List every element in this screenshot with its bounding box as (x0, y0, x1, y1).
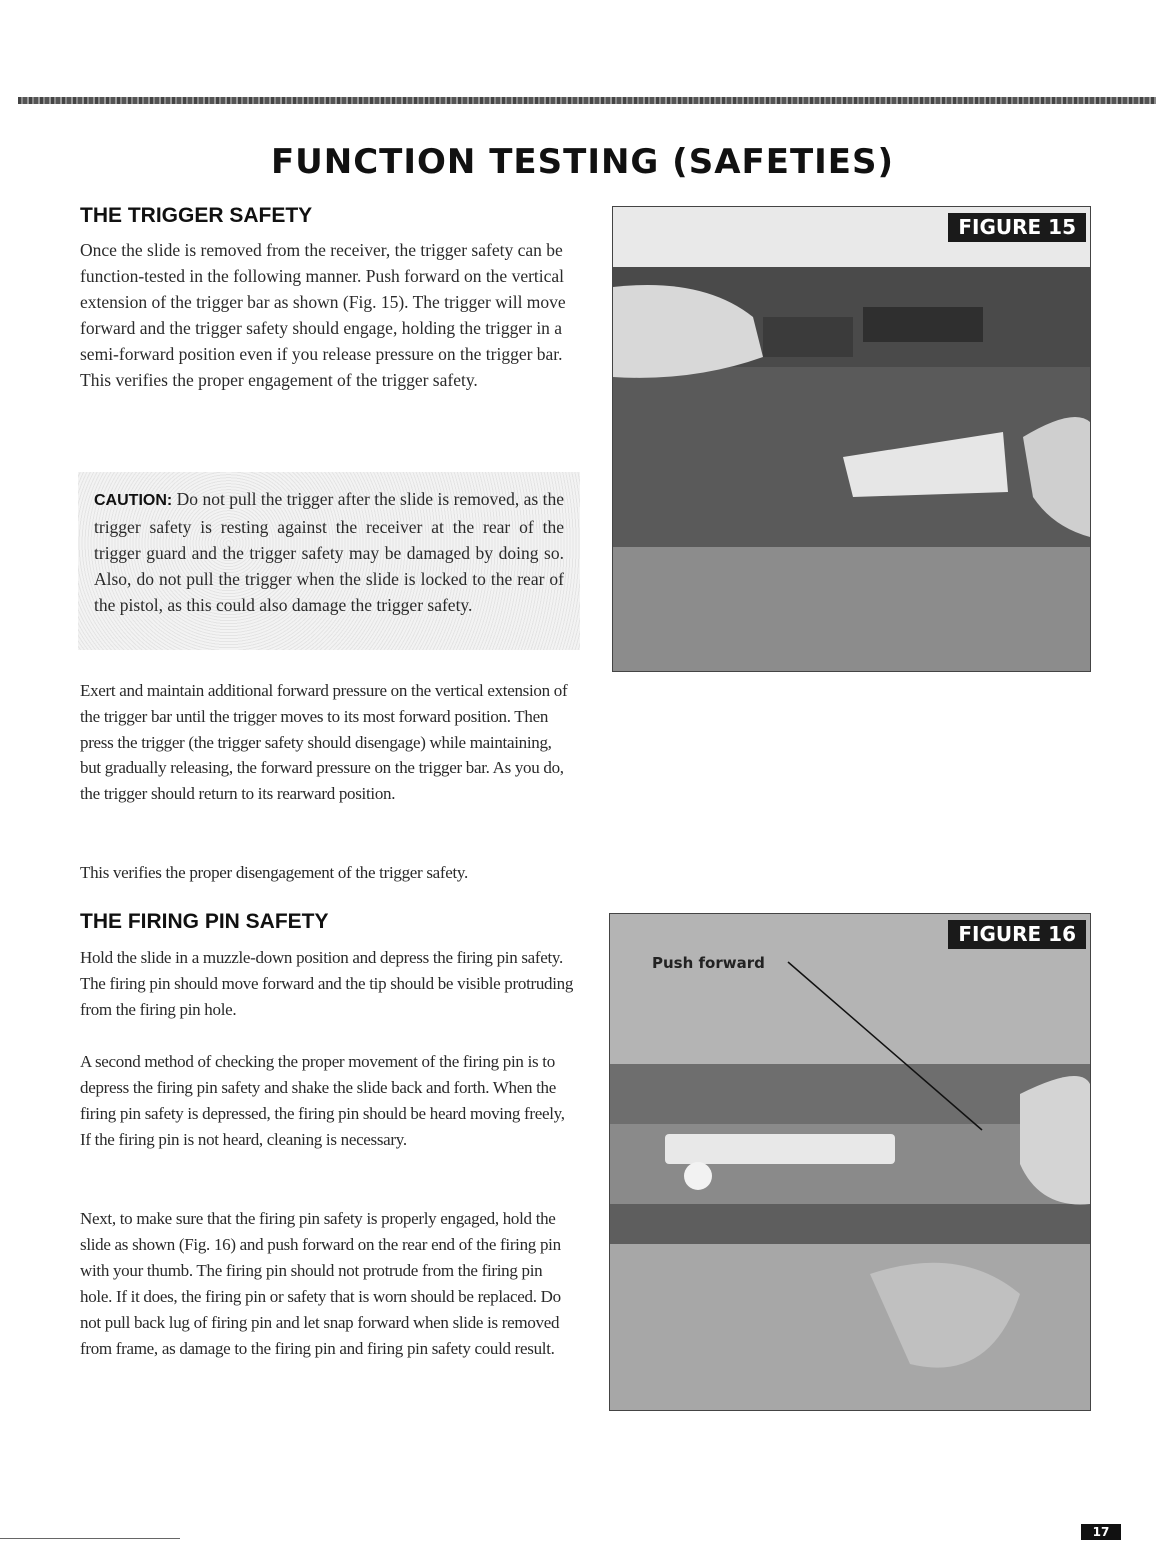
caution-note (94, 486, 564, 618)
page-number: 17 (1081, 1524, 1121, 1540)
page-title: FUNCTION TESTING (SAFETIES) (270, 142, 895, 182)
figure-16 (609, 913, 1091, 1411)
figure-15 (612, 206, 1091, 672)
trigger-safety-paragraph-3: This verifies the proper disengagement of the trigger safety. (80, 863, 468, 882)
firing-pin-safety-paragraph-3: Next, to make sure that the firing pin safety is properly engaged, hold the slide as shown (Fig. 16) and push forward on the rear end of the firing pin with your thumb. The firing pin should not protrude from the firing pin hole. If it does, the firing pin or safety that is worn should be replaced. Do not pull back lug of firing pin and let snap forward when slide is removed from frame, as damage to the firing pin and firing pin safety could result. (80, 1209, 561, 1358)
figure-15-label: FIGURE 15 (948, 213, 1086, 242)
caution-label: CAUTION: (94, 492, 173, 509)
push-forward-callout: Push forward (652, 954, 765, 972)
firing-pin-safety-paragraph-1: Hold the slide in a muzzle-down position and depress the firing pin safety. The firing pin should move forward and the tip should be visible protruding from the firing pin hole. (80, 948, 574, 1019)
figure-16-label: FIGURE 16 (948, 920, 1086, 949)
trigger-safety-paragraph-2: Exert and maintain additional forward pressure on the vertical extension of the trigger bar until the trigger moves to its most forward position. Then press the trigger (the trigger safety should disengage) while maintaining, but gradually releasing, the forward pressure on the trigger bar. As you do, the trigger should return to its rearward position. (80, 681, 568, 804)
trigger-safety-paragraph-1: Once the slide is removed from the receiver, the trigger safety can be function-tested in the following manner. Push forward on the vertical extension of the trigger bar as shown (Fig. 15). The trigger will move forward and the trigger safety should engage, holding the trigger in a semi-forward position even if you release pressure on the trigger bar. This verifies the proper engagement of the trigger safety. (80, 240, 566, 390)
figure-15-photo (613, 207, 1090, 671)
firing-pin-safety-paragraph-2: A second method of checking the proper movement of the firing pin is to depress the firing pin safety and shake the slide back and forth. When the firing pin safety is depressed, the firing pin should be heard moving freely, If the firing pin is not heard, cleaning is necessary. (80, 1052, 565, 1149)
trigger-safety-heading: THE TRIGGER SAFETY (80, 204, 313, 227)
top-decorative-rule (18, 97, 1156, 104)
firing-pin-safety-heading: THE FIRING PIN SAFETY (80, 910, 329, 933)
bottom-rule (0, 1538, 180, 1539)
caution-text: Do not pull the trigger after the slide is removed, as the trigger safety is resting against the receiver at the rear of the trigger guard and the trigger safety may be damaged by doing so. Also, do not pull the trigger when the slide is locked to the rear of the pistol, as this could also damage the trigger safety. (94, 489, 564, 615)
figure-16-photo (610, 914, 1090, 1410)
